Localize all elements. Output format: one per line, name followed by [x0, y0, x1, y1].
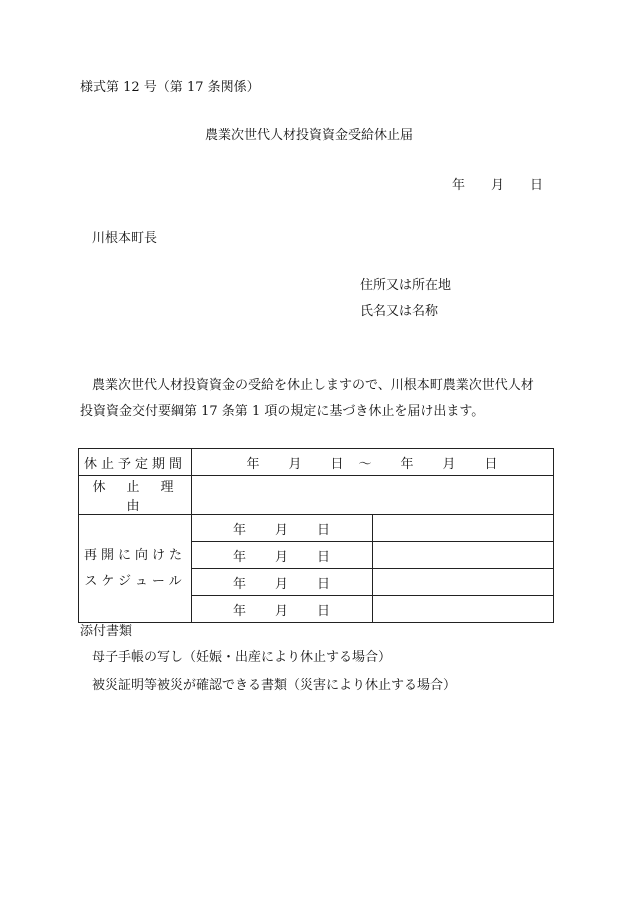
- reason-label: 休 止 理 由: [79, 476, 192, 515]
- schedule-label: [79, 515, 192, 623]
- name-label: 氏名又は名称: [360, 304, 439, 319]
- schedule-detail: [373, 569, 554, 596]
- address-label: 住所又は所在地: [360, 278, 452, 293]
- attachments-heading: 添付書類: [80, 624, 133, 639]
- schedule-date: 年 月 日: [192, 515, 373, 542]
- attachment-item: 被災証明等被災が確認できる書類（災害により休止する場合）: [92, 678, 457, 693]
- schedule-detail: [373, 515, 554, 542]
- schedule-date: 年 月 日: [192, 596, 373, 623]
- attachment-item: 母子手帳の写し（妊娠・出産により休止する場合）: [92, 650, 392, 665]
- reason-field: [192, 476, 554, 515]
- submission-date: 年 月 日: [452, 178, 544, 193]
- table-row: [79, 515, 554, 542]
- addressee: 川根本町長: [92, 231, 158, 246]
- period-value: 年 月 日 ～ 年 月 日: [192, 449, 554, 476]
- schedule-date: 年 月 日: [192, 569, 373, 596]
- schedule-label-line-2: スケジュール: [84, 573, 186, 589]
- document-title: 農業次世代人材投資資金受給休止届: [205, 128, 414, 143]
- form-number-label: 様式第 12 号（第 17 条関係）: [80, 80, 260, 95]
- schedule-label-line-1: 再開に向けた: [83, 547, 186, 563]
- schedule-detail: [373, 542, 554, 569]
- period-label: 休止予定期間: [79, 449, 192, 476]
- suspension-form-table: [78, 448, 554, 623]
- schedule-detail: [373, 596, 554, 623]
- body-text-line-1: 農業次世代人材投資資金の受給を休止しますので、川根本町農業次世代人材: [92, 378, 534, 393]
- body-text-line-2: 投資資金交付要綱第 17 条第 1 項の規定に基づき休止を届け出ます。: [80, 404, 485, 419]
- schedule-date: 年 月 日: [192, 542, 373, 569]
- table-row: [79, 476, 554, 515]
- table-row: [79, 449, 554, 476]
